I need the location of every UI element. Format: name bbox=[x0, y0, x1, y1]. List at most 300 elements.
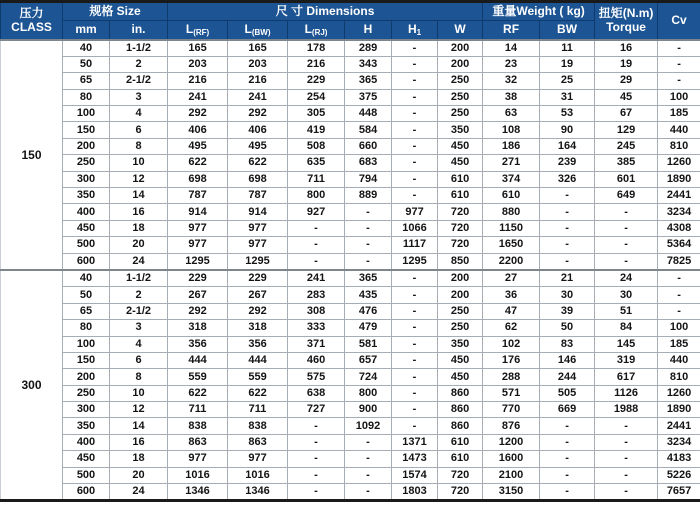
spec-cell: - bbox=[392, 138, 438, 154]
spec-cell: 203 bbox=[228, 56, 288, 72]
spec-cell: 1295 bbox=[392, 253, 438, 270]
spec-cell: 150 bbox=[63, 122, 110, 138]
spec-cell: 23 bbox=[483, 56, 540, 72]
spec-cell: 83 bbox=[540, 336, 595, 352]
spec-cell: - bbox=[595, 220, 658, 236]
spec-cell: 1803 bbox=[392, 484, 438, 501]
spec-cell: 800 bbox=[345, 385, 392, 401]
spec-cell: - bbox=[658, 303, 700, 319]
table-header bbox=[1, 2, 700, 40]
spec-cell: - bbox=[392, 303, 438, 319]
spec-cell: 450 bbox=[438, 155, 483, 171]
spec-cell: 16 bbox=[110, 204, 168, 220]
spec-cell: 6 bbox=[110, 352, 168, 368]
spec-cell: - bbox=[345, 467, 392, 483]
spec-cell: 1346 bbox=[168, 484, 228, 501]
spec-cell: 622 bbox=[168, 155, 228, 171]
spec-cell: 727 bbox=[288, 402, 345, 418]
spec-cell: 850 bbox=[438, 253, 483, 270]
spec-cell: - bbox=[540, 434, 595, 450]
spec-cell: 720 bbox=[438, 467, 483, 483]
spec-cell: 40 bbox=[63, 270, 110, 287]
spec-cell: 108 bbox=[483, 122, 540, 138]
spec-cell: 1092 bbox=[345, 418, 392, 434]
spec-cell: 720 bbox=[438, 220, 483, 236]
spec-cell: - bbox=[392, 287, 438, 303]
spec-cell: 450 bbox=[63, 451, 110, 467]
header-weight-group: 重量Weight ( kg) bbox=[483, 2, 595, 21]
spec-cell: 610 bbox=[438, 451, 483, 467]
spec-cell: 67 bbox=[595, 106, 658, 122]
spec-cell: 440 bbox=[658, 352, 700, 368]
table-row bbox=[1, 237, 700, 253]
spec-cell: 838 bbox=[228, 418, 288, 434]
spec-cell: 146 bbox=[540, 352, 595, 368]
spec-cell: 1295 bbox=[168, 253, 228, 270]
spec-cell: 186 bbox=[483, 138, 540, 154]
table-row bbox=[1, 40, 700, 57]
spec-cell: 444 bbox=[228, 352, 288, 368]
spec-cell: 24 bbox=[595, 270, 658, 287]
spec-cell: 400 bbox=[63, 434, 110, 450]
spec-cell: 860 bbox=[438, 402, 483, 418]
table-row bbox=[1, 106, 700, 122]
spec-cell: 292 bbox=[168, 106, 228, 122]
spec-cell: - bbox=[345, 204, 392, 220]
header-bw: BW bbox=[540, 21, 595, 40]
spec-cell: 1260 bbox=[658, 155, 700, 171]
table-row bbox=[1, 484, 700, 501]
spec-cell: 787 bbox=[228, 188, 288, 204]
spec-cell: - bbox=[392, 270, 438, 287]
spec-cell: - bbox=[392, 320, 438, 336]
spec-cell: 617 bbox=[595, 369, 658, 385]
spec-cell: 20 bbox=[110, 237, 168, 253]
table-row bbox=[1, 287, 700, 303]
spec-cell: 810 bbox=[658, 138, 700, 154]
spec-cell: 350 bbox=[438, 122, 483, 138]
spec-cell: 24 bbox=[110, 253, 168, 270]
pressure-class-label-cn: 压力 bbox=[19, 5, 44, 20]
spec-cell: 254 bbox=[288, 89, 345, 105]
spec-cell: 610 bbox=[483, 188, 540, 204]
spec-cell: 24 bbox=[110, 484, 168, 501]
spec-cell: - bbox=[658, 270, 700, 287]
spec-cell: - bbox=[392, 171, 438, 187]
spec-cell: 450 bbox=[438, 138, 483, 154]
header-l-bw: $L_{(BW)}$ bbox=[228, 21, 288, 40]
spec-cell: 406 bbox=[228, 122, 288, 138]
spec-cell: 1890 bbox=[658, 402, 700, 418]
spec-cell: - bbox=[392, 155, 438, 171]
spec-cell: 1016 bbox=[168, 467, 228, 483]
spec-cell: 444 bbox=[168, 352, 228, 368]
spec-cell: - bbox=[540, 237, 595, 253]
spec-cell: 319 bbox=[595, 352, 658, 368]
spec-cell: 356 bbox=[228, 336, 288, 352]
header-torque bbox=[595, 2, 658, 40]
spec-cell: 977 bbox=[168, 451, 228, 467]
spec-cell: 200 bbox=[438, 287, 483, 303]
spec-cell: 6 bbox=[110, 122, 168, 138]
spec-cell: 669 bbox=[540, 402, 595, 418]
spec-cell: 2441 bbox=[658, 418, 700, 434]
spec-cell: 1066 bbox=[392, 220, 438, 236]
spec-cell: - bbox=[392, 56, 438, 72]
spec-cell: 876 bbox=[483, 418, 540, 434]
spec-cell: 720 bbox=[438, 237, 483, 253]
spec-cell: - bbox=[345, 237, 392, 253]
spec-cell: 45 bbox=[595, 89, 658, 105]
spec-cell: 371 bbox=[288, 336, 345, 352]
spec-cell: - bbox=[595, 467, 658, 483]
spec-cell: - bbox=[392, 89, 438, 105]
spec-cell: 1473 bbox=[392, 451, 438, 467]
spec-cell: - bbox=[595, 434, 658, 450]
spec-cell: 10 bbox=[110, 155, 168, 171]
spec-cell: 385 bbox=[595, 155, 658, 171]
pressure-class-value: 300 bbox=[1, 270, 63, 501]
spec-cell: 610 bbox=[438, 171, 483, 187]
spec-cell: 200 bbox=[438, 56, 483, 72]
spec-cell: - bbox=[540, 451, 595, 467]
spec-cell: 200 bbox=[438, 270, 483, 287]
spec-cell: 601 bbox=[595, 171, 658, 187]
spec-cell: 229 bbox=[228, 270, 288, 287]
spec-cell: 12 bbox=[110, 402, 168, 418]
spec-cell: 1890 bbox=[658, 171, 700, 187]
spec-cell: 150 bbox=[63, 352, 110, 368]
spec-cell: 584 bbox=[345, 122, 392, 138]
spec-cell: 977 bbox=[228, 220, 288, 236]
spec-cell: 476 bbox=[345, 303, 392, 319]
spec-cell: 880 bbox=[483, 204, 540, 220]
spec-cell: 4308 bbox=[658, 220, 700, 236]
table-row bbox=[1, 369, 700, 385]
spec-cell: 1126 bbox=[595, 385, 658, 401]
spec-cell: 50 bbox=[63, 56, 110, 72]
spec-cell: 8 bbox=[110, 138, 168, 154]
spec-cell: 977 bbox=[228, 451, 288, 467]
spec-cell: 300 bbox=[63, 171, 110, 187]
spec-cell: - bbox=[595, 451, 658, 467]
spec-cell: 638 bbox=[288, 385, 345, 401]
spec-cell: 720 bbox=[438, 204, 483, 220]
spec-cell: 698 bbox=[228, 171, 288, 187]
spec-cell: 683 bbox=[345, 155, 392, 171]
table-row bbox=[1, 56, 700, 72]
spec-cell: 419 bbox=[288, 122, 345, 138]
spec-cell: - bbox=[392, 385, 438, 401]
spec-cell: 400 bbox=[63, 204, 110, 220]
header-l-rf: $L_{(RF)}$ bbox=[168, 21, 228, 40]
spec-cell: 1295 bbox=[228, 253, 288, 270]
table-row bbox=[1, 418, 700, 434]
spec-cell: 1-1/2 bbox=[110, 270, 168, 287]
spec-cell: 2 bbox=[110, 56, 168, 72]
spec-cell: 288 bbox=[483, 369, 540, 385]
spec-cell: 365 bbox=[345, 270, 392, 287]
spec-cell: 711 bbox=[228, 402, 288, 418]
spec-cell: 250 bbox=[438, 89, 483, 105]
spec-cell: 724 bbox=[345, 369, 392, 385]
spec-cell: 16 bbox=[595, 40, 658, 57]
spec-cell: 8 bbox=[110, 369, 168, 385]
spec-cell: 2441 bbox=[658, 188, 700, 204]
spec-cell: 3 bbox=[110, 320, 168, 336]
spec-cell: 18 bbox=[110, 220, 168, 236]
spec-cell: 460 bbox=[288, 352, 345, 368]
spec-cell: 794 bbox=[345, 171, 392, 187]
spec-cell: - bbox=[288, 237, 345, 253]
spec-cell: 622 bbox=[228, 155, 288, 171]
spec-cell: - bbox=[540, 484, 595, 501]
spec-cell: 914 bbox=[168, 204, 228, 220]
spec-cell: 356 bbox=[168, 336, 228, 352]
spec-cell: - bbox=[288, 418, 345, 434]
header-dimensions-group: 尺 寸 Dimensions bbox=[168, 2, 483, 21]
header-size-group: 规格 Size bbox=[63, 2, 168, 21]
spec-cell: 267 bbox=[228, 287, 288, 303]
spec-cell: 5226 bbox=[658, 467, 700, 483]
spec-cell: - bbox=[595, 253, 658, 270]
spec-cell: 838 bbox=[168, 418, 228, 434]
spec-cell: 479 bbox=[345, 320, 392, 336]
spec-cell: 216 bbox=[288, 56, 345, 72]
spec-cell: 2100 bbox=[483, 467, 540, 483]
table-row bbox=[1, 89, 700, 105]
spec-cell: 90 bbox=[540, 122, 595, 138]
spec-cell: - bbox=[540, 253, 595, 270]
spec-cell: 84 bbox=[595, 320, 658, 336]
spec-cell: 571 bbox=[483, 385, 540, 401]
table-row bbox=[1, 434, 700, 450]
spec-cell: 863 bbox=[228, 434, 288, 450]
spec-cell: 508 bbox=[288, 138, 345, 154]
spec-cell: 30 bbox=[540, 287, 595, 303]
spec-cell: 977 bbox=[392, 204, 438, 220]
spec-cell: 62 bbox=[483, 320, 540, 336]
spec-cell: 267 bbox=[168, 287, 228, 303]
spec-cell: 977 bbox=[228, 237, 288, 253]
spec-cell: 250 bbox=[63, 385, 110, 401]
header-w: W bbox=[438, 21, 483, 40]
spec-cell: 1346 bbox=[228, 484, 288, 501]
spec-cell: 350 bbox=[438, 336, 483, 352]
spec-cell: - bbox=[345, 434, 392, 450]
spec-cell: 581 bbox=[345, 336, 392, 352]
spec-cell: 250 bbox=[63, 155, 110, 171]
spec-cell: 30 bbox=[595, 287, 658, 303]
spec-cell: 889 bbox=[345, 188, 392, 204]
spec-cell: 178 bbox=[288, 40, 345, 57]
spec-cell: 292 bbox=[228, 106, 288, 122]
spec-cell: 711 bbox=[288, 171, 345, 187]
header-h: H bbox=[345, 21, 392, 40]
spec-cell: 1574 bbox=[392, 467, 438, 483]
spec-cell: 559 bbox=[168, 369, 228, 385]
spec-cell: 292 bbox=[228, 303, 288, 319]
spec-cell: 1117 bbox=[392, 237, 438, 253]
spec-cell: 318 bbox=[168, 320, 228, 336]
spec-cell: 860 bbox=[438, 385, 483, 401]
spec-cell: 635 bbox=[288, 155, 345, 171]
table-row bbox=[1, 402, 700, 418]
spec-cell: 860 bbox=[438, 418, 483, 434]
spec-cell: 29 bbox=[595, 73, 658, 89]
spec-cell: 365 bbox=[345, 73, 392, 89]
spec-cell: 216 bbox=[168, 73, 228, 89]
spec-cell: 900 bbox=[345, 402, 392, 418]
header-l-rj: $L_{(RJ)}$ bbox=[288, 21, 345, 40]
spec-cell: 241 bbox=[168, 89, 228, 105]
table-body bbox=[1, 40, 700, 501]
spec-cell: 39 bbox=[540, 303, 595, 319]
spec-cell: 129 bbox=[595, 122, 658, 138]
spec-cell: - bbox=[392, 188, 438, 204]
spec-cell: 165 bbox=[228, 40, 288, 57]
spec-cell: 38 bbox=[483, 89, 540, 105]
spec-cell: 977 bbox=[168, 237, 228, 253]
spec-cell: 1260 bbox=[658, 385, 700, 401]
spec-cell: 7825 bbox=[658, 253, 700, 270]
spec-cell: - bbox=[595, 484, 658, 501]
spec-cell: 229 bbox=[288, 73, 345, 89]
spec-cell: 450 bbox=[438, 352, 483, 368]
pressure-class-value: 150 bbox=[1, 40, 63, 270]
spec-cell: 50 bbox=[540, 320, 595, 336]
spec-cell: - bbox=[392, 418, 438, 434]
spec-cell: 1016 bbox=[228, 467, 288, 483]
spec-cell: 100 bbox=[63, 106, 110, 122]
spec-cell: 318 bbox=[228, 320, 288, 336]
spec-cell: 40 bbox=[63, 40, 110, 57]
spec-cell: 559 bbox=[228, 369, 288, 385]
spec-cell: 14 bbox=[110, 418, 168, 434]
header-in: in. bbox=[110, 21, 168, 40]
spec-cell: 16 bbox=[110, 434, 168, 450]
spec-cell: 100 bbox=[63, 336, 110, 352]
spec-cell: 250 bbox=[438, 106, 483, 122]
spec-cell: 25 bbox=[540, 73, 595, 89]
spec-cell: 185 bbox=[658, 336, 700, 352]
spec-cell: 244 bbox=[540, 369, 595, 385]
spec-cell: 600 bbox=[63, 484, 110, 501]
table-row bbox=[1, 352, 700, 368]
spec-cell: 289 bbox=[345, 40, 392, 57]
spec-cell: 3234 bbox=[658, 434, 700, 450]
spec-cell: 622 bbox=[168, 385, 228, 401]
spec-cell: 80 bbox=[63, 320, 110, 336]
spec-cell: - bbox=[658, 56, 700, 72]
spec-cell: 2 bbox=[110, 287, 168, 303]
table-row bbox=[1, 220, 700, 236]
spec-cell: 660 bbox=[345, 138, 392, 154]
table-row bbox=[1, 171, 700, 187]
spec-cell: - bbox=[658, 40, 700, 57]
spec-cell: 200 bbox=[63, 138, 110, 154]
spec-cell: 800 bbox=[288, 188, 345, 204]
pressure-class-label-en: CLASS bbox=[11, 19, 52, 34]
spec-cell: 1150 bbox=[483, 220, 540, 236]
table-row bbox=[1, 451, 700, 467]
spec-cell: 19 bbox=[540, 56, 595, 72]
spec-cell: 5364 bbox=[658, 237, 700, 253]
spec-cell: - bbox=[288, 467, 345, 483]
spec-cell: 308 bbox=[288, 303, 345, 319]
spec-cell: 2-1/2 bbox=[110, 73, 168, 89]
spec-cell: 575 bbox=[288, 369, 345, 385]
spec-cell: 27 bbox=[483, 270, 540, 287]
spec-cell: - bbox=[540, 188, 595, 204]
spec-cell: 250 bbox=[438, 303, 483, 319]
spec-cell: 600 bbox=[63, 253, 110, 270]
spec-cell: 50 bbox=[63, 287, 110, 303]
spec-cell: - bbox=[540, 467, 595, 483]
spec-cell: - bbox=[288, 434, 345, 450]
spec-cell: 32 bbox=[483, 73, 540, 89]
table-row bbox=[1, 122, 700, 138]
spec-cell: - bbox=[392, 402, 438, 418]
spec-cell: 4 bbox=[110, 106, 168, 122]
spec-cell: - bbox=[288, 253, 345, 270]
spec-cell: 343 bbox=[345, 56, 392, 72]
spec-cell: 305 bbox=[288, 106, 345, 122]
table-row bbox=[1, 270, 700, 287]
spec-cell: 711 bbox=[168, 402, 228, 418]
spec-cell: 7657 bbox=[658, 484, 700, 501]
spec-cell: 203 bbox=[168, 56, 228, 72]
spec-cell: - bbox=[288, 451, 345, 467]
spec-cell: - bbox=[658, 73, 700, 89]
spec-cell: 927 bbox=[288, 204, 345, 220]
spec-cell: 102 bbox=[483, 336, 540, 352]
table-row bbox=[1, 138, 700, 154]
spec-cell: 374 bbox=[483, 171, 540, 187]
spec-cell: 283 bbox=[288, 287, 345, 303]
spec-cell: 80 bbox=[63, 89, 110, 105]
spec-cell: - bbox=[345, 220, 392, 236]
table-row bbox=[1, 336, 700, 352]
spec-cell: 914 bbox=[228, 204, 288, 220]
header-cv: Cv bbox=[658, 2, 700, 40]
spec-cell: - bbox=[392, 369, 438, 385]
spec-cell: 350 bbox=[63, 188, 110, 204]
spec-cell: - bbox=[345, 253, 392, 270]
spec-cell: 500 bbox=[63, 237, 110, 253]
spec-cell: 271 bbox=[483, 155, 540, 171]
spec-cell: 18 bbox=[110, 451, 168, 467]
spec-cell: 100 bbox=[658, 320, 700, 336]
spec-cell: 176 bbox=[483, 352, 540, 368]
spec-cell: - bbox=[540, 204, 595, 220]
header-mm: mm bbox=[63, 21, 110, 40]
table-row bbox=[1, 155, 700, 171]
spec-cell: - bbox=[288, 220, 345, 236]
spec-cell: 36 bbox=[483, 287, 540, 303]
torque-label-cn: 扭矩(N.m) bbox=[598, 5, 654, 20]
spec-cell: - bbox=[288, 484, 345, 501]
spec-cell: - bbox=[392, 336, 438, 352]
spec-cell: 450 bbox=[438, 369, 483, 385]
spec-cell: - bbox=[595, 237, 658, 253]
spec-cell: - bbox=[392, 73, 438, 89]
spec-cell: 241 bbox=[228, 89, 288, 105]
spec-cell: 350 bbox=[63, 418, 110, 434]
header-pressure-class bbox=[1, 2, 63, 40]
spec-cell: 239 bbox=[540, 155, 595, 171]
spec-cell: 63 bbox=[483, 106, 540, 122]
